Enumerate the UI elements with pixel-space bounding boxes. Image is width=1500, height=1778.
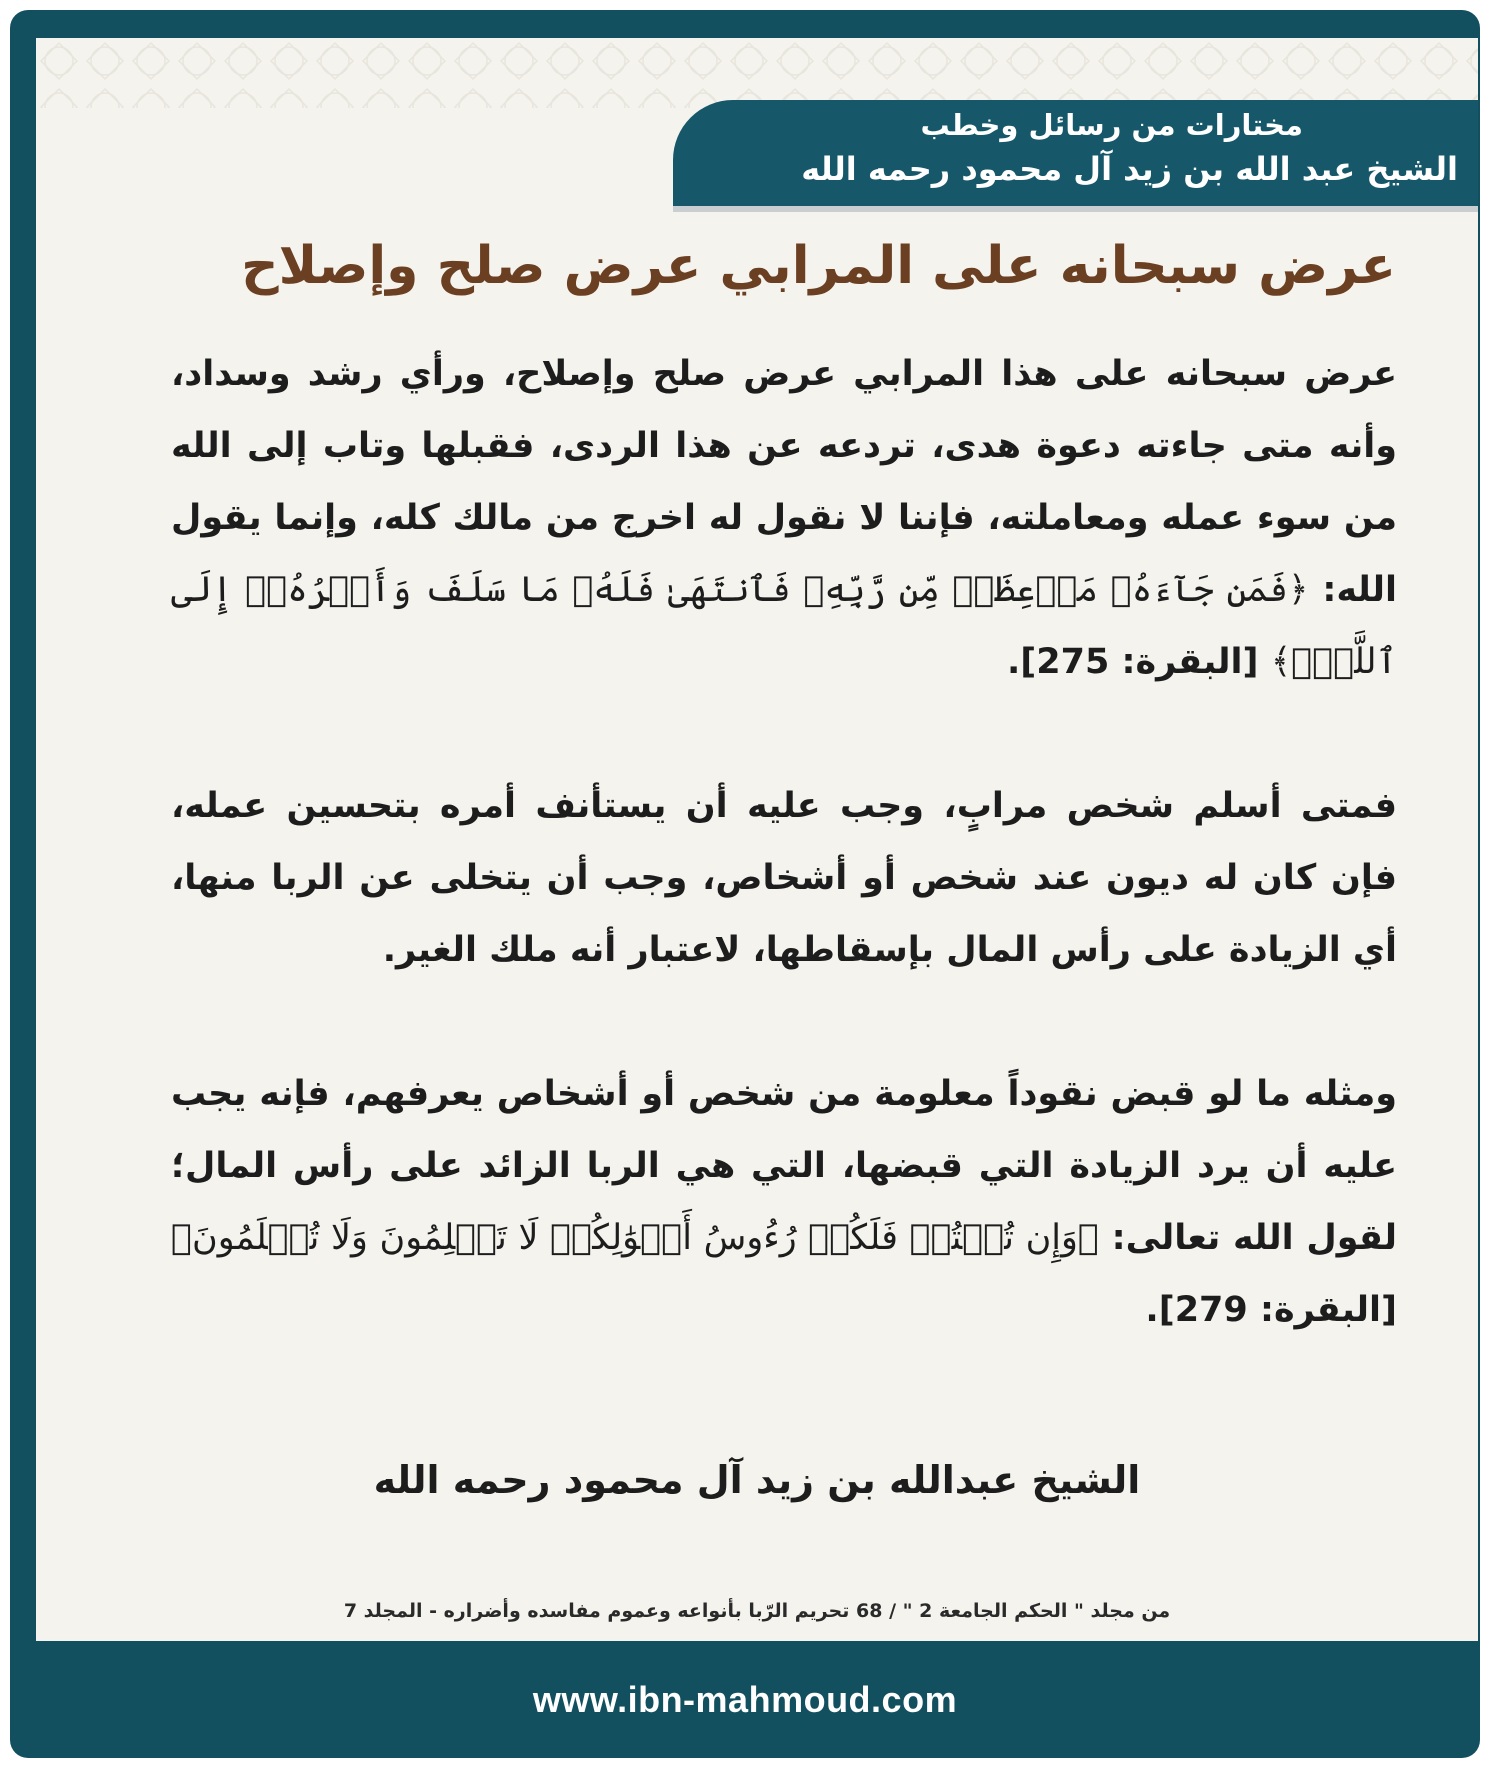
paragraph-3-text: ومثله ما لو قبض نقوداً معلومة من شخص أو أشخاص يعرفهم، فإنه يجب عليه أن يرد الزيادة التي قبضها، التي هي الربا الزائد على رأس المال؛ لقول الله تعالى: <box>171 1074 1397 1258</box>
header-subtitle: مختارات من رسائل وخطب <box>920 108 1303 142</box>
quran-verse-1: ﴿فَمَن جَآءَهُۥ مَوۡعِظَةٞ مِّن رَّبِّهِۦ فَٱنتَهَىٰ فَلَهُۥ مَا سَلَفَ وَأَمۡرُهُۥٓ إِلَى ٱللَّهِۖ﴾ <box>171 570 1397 682</box>
website-link[interactable]: www.ibn-mahmoud.com <box>532 1678 958 1720</box>
paragraph-3 <box>171 1058 1397 1346</box>
decorative-pattern <box>36 38 1478 108</box>
page-frame <box>10 10 1480 1758</box>
content-page <box>36 38 1478 1641</box>
verse-reference-1: [البقرة: 275]. <box>1006 642 1271 682</box>
article-body <box>171 338 1397 1346</box>
article-title: عرض سبحانه على المرابي عرض صلح وإصلاح <box>241 236 1396 296</box>
source-citation: من مجلد " الحكم الجامعة 2 " / 68 تحريم الرّبا بأنواعه وعموم مفاسده وأضراره - المجلد 7 <box>343 1600 1171 1622</box>
header-banner <box>673 100 1478 206</box>
footer-bar <box>10 1641 1480 1758</box>
author-signature: الشيخ عبدالله بن زيد آل محمود رحمه الله <box>373 1458 1141 1502</box>
paragraph-2 <box>171 770 1397 986</box>
verse-reference-2: [البقرة: 279]. <box>1145 1290 1397 1330</box>
quran-verse-2: ﴿وَإِن تُبۡتُمۡ فَلَكُمۡ رُءُوسُ أَمۡوَٰلِكُمۡ لَا تَظۡلِمُونَ وَلَا تُظۡلَمُونَ﴾ <box>171 1218 1099 1258</box>
header-author: الشيخ عبد الله بن زيد آل محمود رحمه الله <box>801 150 1458 188</box>
paragraph-2-text: فمتى أسلم شخص مرابٍ، وجب عليه أن يستأنف أمره بتحسين عمله، فإن كان له ديون عند شخص أو أشخاص، وجب أن يتخلى عن الربا منها، أي الزيادة على رأس المال بإسقاطها، لاعتبار أنه ملك الغير. <box>171 786 1397 970</box>
paragraph-1-text: عرض سبحانه على هذا المرابي عرض صلح وإصلاح، ورأي رشد وسداد، وأنه متى جاءته دعوة هدى، تردعه عن هذا الردى، فقبلها وتاب إلى الله من سوء عمله ومعاملته، فإننا لا نقول له اخرج من مالك كله، وإنما يقول الله: <box>171 354 1397 610</box>
paragraph-1 <box>171 338 1397 698</box>
